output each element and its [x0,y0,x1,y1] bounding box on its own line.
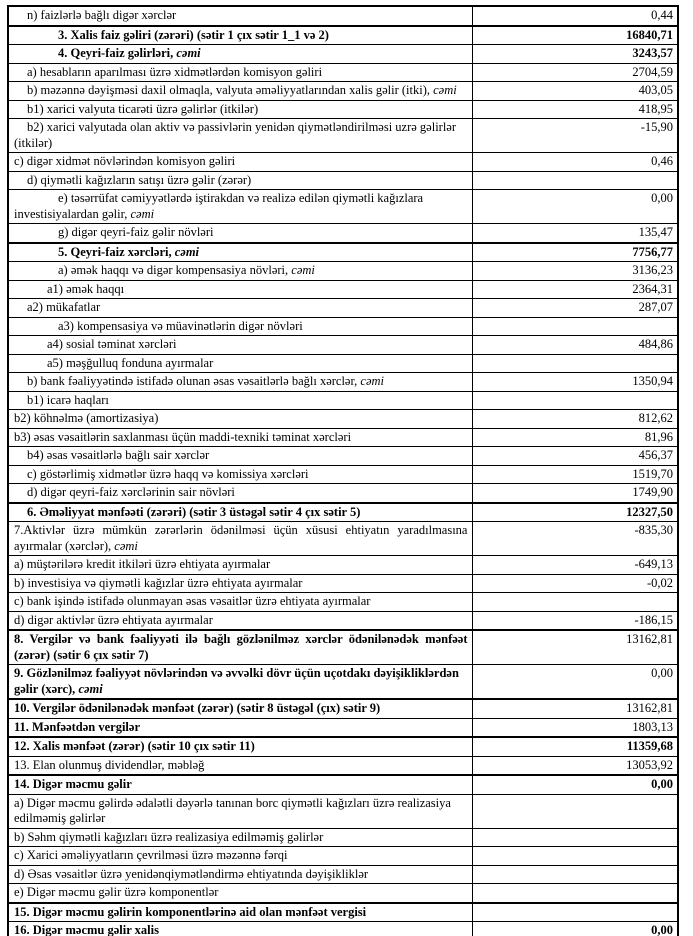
row-value: 2364,31 [472,280,678,299]
row-label-text: g) digər qeyri-faiz gəlir növləri [58,225,214,239]
table-row [8,718,678,737]
table-row [8,45,678,64]
row-value: 13162,81 [472,699,678,718]
row-value [472,865,678,884]
row-label-italic-suffix: cəmi [78,681,103,696]
table-row [8,100,678,119]
row-value: 13162,81 [472,630,678,665]
row-label [8,503,472,522]
row-label [8,922,472,936]
row-label-text: d) Əsas vəsaitlər üzrə yenidənqiymətləndirmə ehtiyatında dəyişikliklər [14,866,369,881]
row-value [472,391,678,410]
row-label [8,153,472,172]
row-label-text: b1) xarici valyuta ticarəti üzrə gəlirlər (itkilər) [27,101,259,116]
row-label [8,828,472,847]
row-label-text: d) digər aktivlər üzrə ehtiyata ayırmalar [14,612,213,627]
row-label [8,428,472,447]
row-label-text: a) əmək haqqı və digər kompensasiya növləri, [58,263,292,277]
row-label-text: 4. Qeyri-faiz gəlirləri, [58,46,177,60]
row-label [8,45,472,64]
row-label [8,794,472,828]
row-label-text: c) bank işində istifadə olunmayan əsas vəsaitlər üzrə ehtiyata ayırmalar [14,594,371,608]
row-label [8,775,472,794]
table-row [8,262,678,281]
row-label-italic-suffix: cəmi [291,263,315,277]
table-row [8,665,678,700]
row-label-text: a) Digər məcmu gəlirdə ədalətli dəyərlə tanınan borc qiymətli kağızları üzrə realizasiya edilməmiş gəlirlər [14,795,451,825]
row-label [8,484,472,503]
row-label-text: 15. Digər məcmu gəlirin komponentlərinə aid olan mənfəət vergisi [14,904,367,919]
table-row [8,299,678,318]
row-value [472,847,678,866]
row-label-text: b) investisiya və qiymətli kağızlar üzrə ehtiyata ayırmalar [14,575,303,590]
table-row [8,354,678,373]
row-label [8,26,472,45]
table-row [8,794,678,828]
row-value: 1350,94 [472,373,678,392]
table-row [8,737,678,756]
table-row [8,63,678,82]
row-label-text: b4) əsas vəsaitlərlə bağlı sair xərclər [27,448,210,462]
row-label [8,280,472,299]
row-label-text: a1) əmək haqqı [47,281,125,296]
row-label-text: c) göstərlimiş xidmətlər üzrə haqq və komissiya xərcləri [27,466,309,481]
row-value: 7756,77 [472,243,678,262]
table-row [8,243,678,262]
table-row [8,828,678,847]
row-value: 403,05 [472,82,678,101]
table-row [8,903,678,922]
row-label-text: c) Xarici əməliyyatların çevrilməsi üzrə məzənnə fərqi [14,848,288,862]
row-label-text: b) bank fəaliyyətində istifadə olunan əsas vəsaitlərlə bağlı xərclər, [27,374,361,388]
table-row [8,593,678,612]
table-row [8,373,678,392]
row-label [8,336,472,355]
row-value: 287,07 [472,299,678,318]
row-label-text: 6. Əməliyyat mənfəəti (zərəri) (sətir 3 üstəgəl sətir 4 çıx sətir 5) [27,504,361,519]
table-row [8,611,678,630]
table-row [8,317,678,336]
row-value: 1749,90 [472,484,678,503]
row-value [472,354,678,373]
row-label-text: a) müştərilərə kredit itkiləri üzrə ehtiyata ayırmalar [14,557,271,571]
row-label [8,593,472,612]
row-value [472,794,678,828]
row-label-text: c) digər xidmət növlərindən komisyon gəliri [14,154,236,168]
row-value: 0,00 [472,775,678,794]
table-row [8,153,678,172]
row-label-text: b1) icarə haqları [27,392,109,407]
row-label-text: a4) sosial təminat xərcləri [47,337,177,351]
row-label [8,699,472,718]
row-value [472,828,678,847]
row-value: -15,90 [472,119,678,153]
row-value [472,171,678,190]
table-row [8,699,678,718]
row-label-text: b) Səhm qiymətli kağızları üzrə realizasiya edilməmiş gəlirlər [14,829,324,844]
row-label [8,224,472,243]
row-value: 0,46 [472,153,678,172]
row-value: 418,95 [472,100,678,119]
row-label-text: d) qiymətli kağızların satışı üzrə gəlir (zərər) [27,172,252,187]
row-label [8,756,472,775]
table-row [8,280,678,299]
row-label [8,611,472,630]
income-statement-table [7,5,679,936]
row-value: 0,00 [472,922,678,936]
row-label [8,630,472,665]
row-label-text: b) məzənnə dəyişməsi daxil olmaqla, valyuta əməliyyatlarından xalis gəlir (itki), [27,83,434,97]
row-label [8,317,472,336]
table-row [8,556,678,575]
row-value: 81,96 [472,428,678,447]
table-row [8,775,678,794]
row-label [8,903,472,922]
row-label [8,847,472,866]
table-row [8,6,678,26]
row-value: 456,37 [472,447,678,466]
row-label [8,82,472,101]
row-label-text: a5) məşğulluq fonduna ayırmalar [47,355,214,370]
row-label [8,243,472,262]
row-label-italic-suffix: cəmi [176,46,201,60]
row-label-text: n) faizlərlə bağlı digər xərclər [27,8,177,22]
table-row [8,522,678,556]
table-row [8,447,678,466]
row-label-text: a3) kompensasiya və müavinətlərin digər növləri [58,318,303,333]
row-value [472,317,678,336]
row-label-text: 3. Xalis faiz gəliri (zərəri) (sətir 1 çıx sətir 1_1 və 2) [58,27,329,42]
table-row [8,428,678,447]
table-row [8,884,678,903]
row-label [8,354,472,373]
row-value: 0,00 [472,190,678,224]
table-row [8,847,678,866]
table-row [8,171,678,190]
table-row [8,410,678,429]
table-row [8,574,678,593]
row-label-italic-suffix: cəmi [433,83,457,97]
row-label-text: 10. Vergilər ödənilənədək mənfəət (zərər) (sətir 8 üstəgəl (çıx) sətir 9) [14,701,381,715]
income-table-body [8,6,678,936]
row-label [8,574,472,593]
table-row [8,922,678,936]
row-label-italic-suffix: cəmi [130,206,155,221]
row-label [8,737,472,756]
row-label [8,119,472,153]
row-value: -835,30 [472,522,678,556]
row-label-text: 7.Aktivlər üzrə mümkün zərərlərin ödənilməsi üçün xüsusi ehtiyatın yaradılmasına ayırmalar (xərclər), [14,523,468,553]
row-label [8,299,472,318]
row-value: 0,44 [472,6,678,26]
table-row [8,391,678,410]
row-label [8,410,472,429]
row-label-italic-suffix: cəmi [114,538,138,553]
row-label [8,556,472,575]
row-value: 12327,50 [472,503,678,522]
row-label-text: 13. Elan olunmuş dividendlər, məbləğ [14,757,205,772]
row-value: 3243,57 [472,45,678,64]
row-label [8,465,472,484]
row-value: 135,47 [472,224,678,243]
row-label-italic-suffix: cəmi [360,374,385,388]
row-label-text: 12. Xalis mənfəət (zərər) (sətir 10 çıx sətir 11) [14,739,255,753]
row-label [8,373,472,392]
row-label-text: a2) mükafatlar [27,300,101,314]
table-row [8,336,678,355]
row-value [472,593,678,612]
row-label [8,100,472,119]
table-row [8,119,678,153]
row-label [8,63,472,82]
row-label [8,718,472,737]
row-value: 16840,71 [472,26,678,45]
table-row [8,630,678,665]
row-value: 3136,23 [472,262,678,281]
table-row [8,503,678,522]
row-label [8,262,472,281]
row-label-text: 5. Qeyri-faiz xərcləri, [58,244,175,259]
row-label-text: d) digər qeyri-faiz xərclərinin sair növləri [27,485,235,499]
row-label-text: e) təsərrüfat cəmiyyətlərdə iştirakdan və realizə edilən qiymətli kağızlara investisiyalardan gəlir, [14,191,424,221]
row-label-text: 9. Gözlənilməz fəaliyyət növlərindən və əvvəlki dövr üçün uçotdakı dəyişikliklərdən gəlir (xərc), [14,666,459,696]
table-row [8,865,678,884]
row-label [8,884,472,903]
table-row [8,465,678,484]
row-value: -649,13 [472,556,678,575]
row-value: 2704,59 [472,63,678,82]
table-row [8,756,678,775]
row-label-text: e) Digər məcmu gəlir üzrə komponentlər [14,885,219,899]
row-value: -0,02 [472,574,678,593]
row-label [8,6,472,26]
row-value [472,884,678,903]
row-label-text: 14. Digər məcmu gəlir [14,777,132,791]
row-value: 13053,92 [472,756,678,775]
row-label [8,665,472,700]
row-value [472,903,678,922]
table-row [8,26,678,45]
table-row [8,224,678,243]
row-label [8,190,472,224]
row-label-text: b2) xarici valyutada olan aktiv və passivlərin yenidən qiymətləndirilməsi uzrə gəlirlər (itkilər) [14,120,457,150]
row-value: 11359,68 [472,737,678,756]
row-value: -186,15 [472,611,678,630]
row-label [8,522,472,556]
row-label [8,865,472,884]
row-label [8,447,472,466]
table-row [8,484,678,503]
row-value: 1803,13 [472,718,678,737]
row-label-text: b2) köhnəlmə (amortizasiya) [14,411,159,425]
row-value: 0,00 [472,665,678,700]
row-label-text: 16. Digər məcmu gəlir xalis [14,923,159,936]
row-value: 1519,70 [472,465,678,484]
row-label-text: 11. Mənfəətdən vergilər [14,719,140,734]
row-label-text: 8. Vergilər və bank fəaliyyəti ilə bağlı gözlənilməz xərclər ödənilənədək mənfəət (zərər) (sətir 6 çıx sətir 7) [14,632,468,662]
table-row [8,190,678,224]
row-label-text: a) hesabların aparılması üzrə xidmətlərdən komisyon gəliri [27,64,323,79]
row-label-italic-suffix: cəmi [174,244,200,259]
row-label [8,171,472,190]
row-value: 812,62 [472,410,678,429]
row-label [8,391,472,410]
row-label-text: b3) əsas vəsaitlərin saxlanması üçün maddi-texniki təminat xərcləri [14,429,352,444]
row-value: 484,86 [472,336,678,355]
table-row [8,82,678,101]
